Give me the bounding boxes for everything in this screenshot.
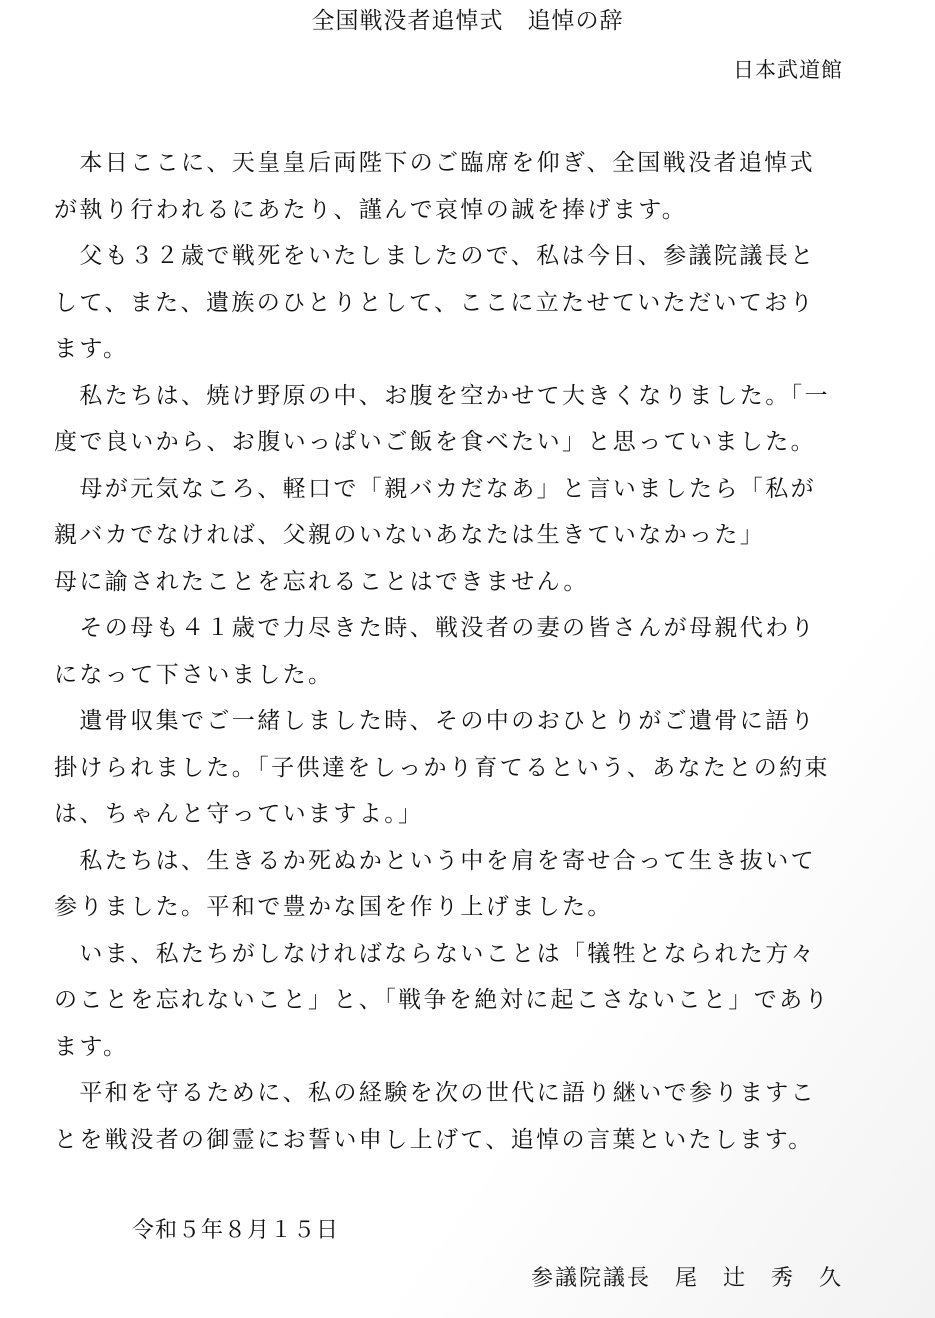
body-line: 参りました。平和で豊かな国を作り上げました。 — [54, 894, 613, 920]
date-line: 令和５年８月１５日 — [132, 1218, 340, 1243]
body-line: 掛けられました。「子供達をしっかり育てるという、あなたとの約束 — [54, 754, 830, 781]
body-line: 私たちは、焼け野原の中、お腹を空かせて大きくなりました。「一 — [54, 382, 830, 409]
body-line: 父も３２歳で戦死をいたしましたので、私は今日、参議院議長と — [54, 243, 816, 269]
body-line: 遺骨収集でご一緒しました時、その中のおひとりがご遺骨に語り — [54, 708, 816, 734]
body-line: になって下さいました。 — [54, 661, 334, 688]
body-line: その母も４１歳で力尽きた時、戦没者の妻の皆さんが母親代わり — [54, 615, 816, 641]
body-line: 親バカでなければ、父親のいないあなたは生きていなかった」 — [54, 522, 766, 548]
body-line: 平和を守るために、私の経験を次の世代に語り継いで参りますこ — [54, 1080, 816, 1106]
body-line: が執り行われるにあたり、謹んで哀悼の誠を捧げます。 — [54, 196, 688, 223]
venue-label: 日本武道館 — [733, 58, 843, 82]
body-line: 母が元気なころ、軽口で「親バカだなあ」と言いましたら「私が — [54, 475, 816, 502]
body-line: して、また、遺族のひとりとして、ここに立たせていただいており — [54, 289, 816, 316]
body-line: 母に諭されたことを忘れることはできません。 — [54, 568, 589, 595]
body-line: とを戦没者の御霊にお誓い申し上げて、追悼の言葉といたします。 — [54, 1126, 814, 1153]
body-line: 私たちは、生きるか死ぬかという中を肩を寄せ合って生き抜いて — [54, 847, 816, 874]
body-line: いま、私たちがしなければならないことは「犠牲となられた方々 — [54, 940, 816, 967]
body-line: ます。 — [54, 336, 129, 362]
body-line: 度で良いから、お腹いっぱいご飯を食べたい」と思っていました。 — [54, 429, 816, 455]
body-line: のことを忘れないこと」と、「戦争を絶対に起こさないこと」であり — [54, 987, 830, 1013]
signature-line: 参議院議長 尾 辻 秀 久 — [530, 1266, 843, 1291]
body-line: ます。 — [54, 1033, 129, 1060]
document-title: 全国戦没者追悼式 追悼の辞 — [311, 8, 624, 34]
body-line: 本日ここに、天皇皇后両陛下のご臨席を仰ぎ、全国戦没者追悼式 — [54, 150, 816, 176]
body-line: は、ちゃんと守っていますよ。」 — [54, 801, 424, 827]
speech-body — [54, 140, 846, 1163]
